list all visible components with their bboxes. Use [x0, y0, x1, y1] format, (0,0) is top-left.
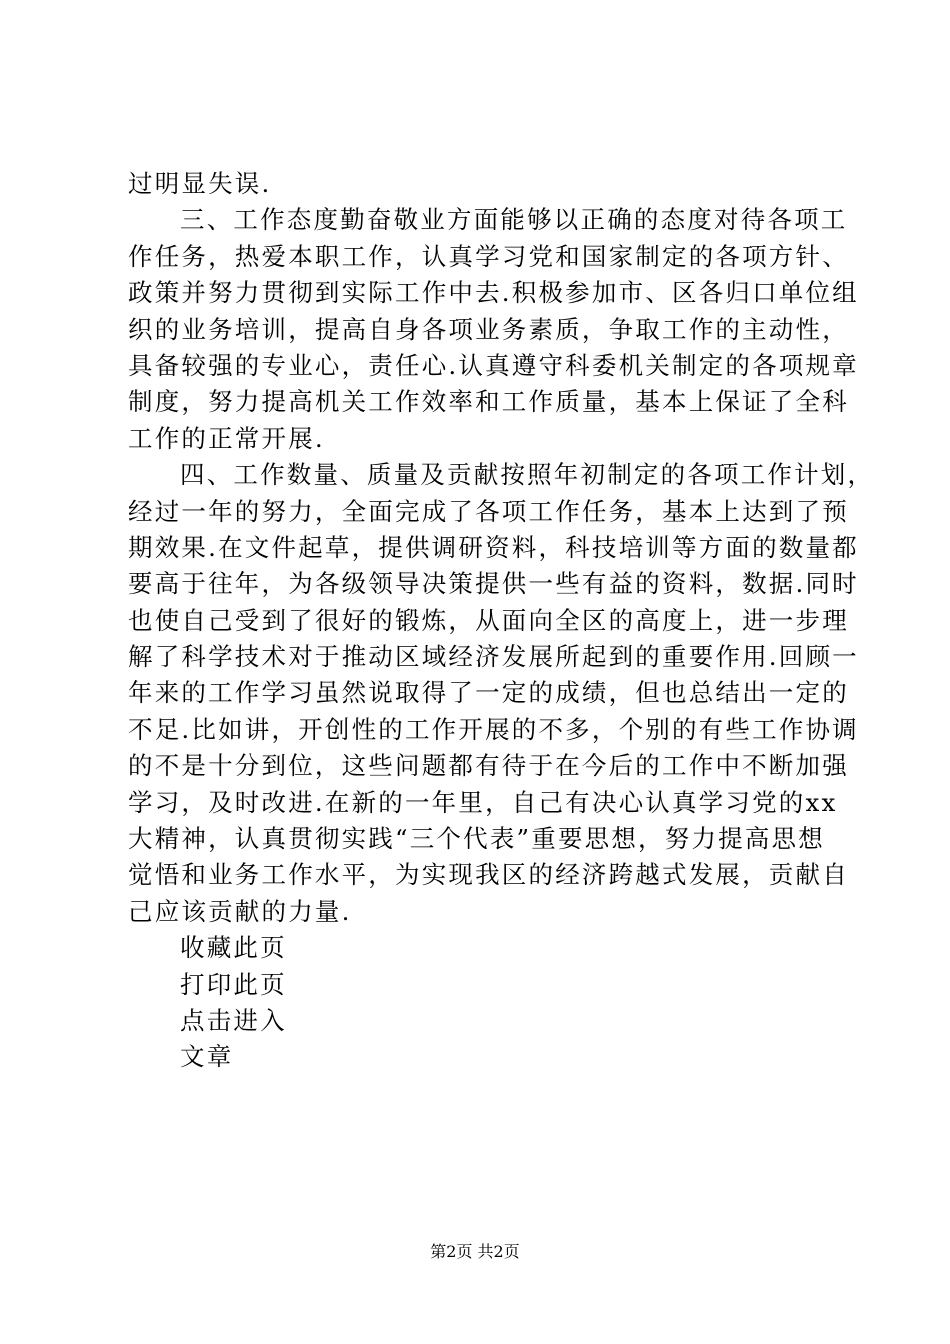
text-line: 要高于往年，为各级领导决策提供一些有益的资料，数据.同时 — [128, 569, 859, 599]
text-line: 的不是十分到位，这些问题都有待于在今后的工作中不断加强 — [128, 751, 849, 781]
text-line: 也使自己受到了很好的锻炼，从面向全区的高度上，进一步理 — [128, 605, 849, 635]
text-line: 作任务，热爱本职工作，认真学习党和国家制定的各项方针、 — [128, 241, 849, 271]
text-line: 觉悟和业务工作水平，为实现我区的经济跨越式发展，贡献自 — [128, 860, 849, 890]
bookmark-page-link[interactable]: 收藏此页 — [180, 933, 287, 963]
text-line: 织的业务培训，提高自身各项业务素质，争取工作的主动性， — [128, 314, 849, 344]
text-line: 大精神，认真贯彻实践“三个代表”重要思想，努力提高思想 — [128, 824, 825, 854]
text-line: 己应该贡献的力量. — [128, 896, 352, 926]
text-line: 过明显失误. — [128, 169, 272, 198]
text-line: 具备较强的专业心，责任心.认真遵守科委机关制定的各项规章 — [128, 350, 859, 380]
page-number: 第2页 共2页 — [430, 1242, 520, 1261]
article-link[interactable]: 文章 — [180, 1042, 234, 1072]
print-page-link[interactable]: 打印此页 — [180, 969, 287, 999]
text-line: 不足.比如讲，开创性的工作开展的不多，个别的有些工作协调 — [128, 714, 859, 744]
text-line: 年来的工作学习虽然说取得了一定的成绩，但也总结出一定的 — [128, 678, 849, 708]
text-line: 解了科学技术对于推动区域经济发展所起到的重要作用.回顾一 — [128, 642, 859, 672]
text-line: 学习，及时改进.在新的一年里，自己有决心认真学习党的xx — [128, 787, 838, 817]
text-line: 经过一年的努力，全面完成了各项工作任务，基本上达到了预 — [128, 496, 849, 526]
text-line: 政策并努力贯彻到实际工作中去.积极参加市、区各归口单位组 — [128, 278, 859, 308]
text-line: 三、工作态度勤奋敬业方面能够以正确的态度对待各项工 — [180, 205, 848, 235]
text-line: 四、工作数量、质量及贡献按照年初制定的各项工作计划， — [180, 460, 875, 490]
click-enter-link[interactable]: 点击进入 — [180, 1005, 287, 1035]
text-line: 期效果.在文件起草，提供调研资料，科技培训等方面的数量都 — [128, 532, 859, 562]
text-line: 制度，努力提高机关工作效率和工作质量，基本上保证了全科 — [128, 387, 849, 417]
document-body — [128, 166, 875, 1076]
text-line: 工作的正常开展. — [128, 423, 325, 453]
